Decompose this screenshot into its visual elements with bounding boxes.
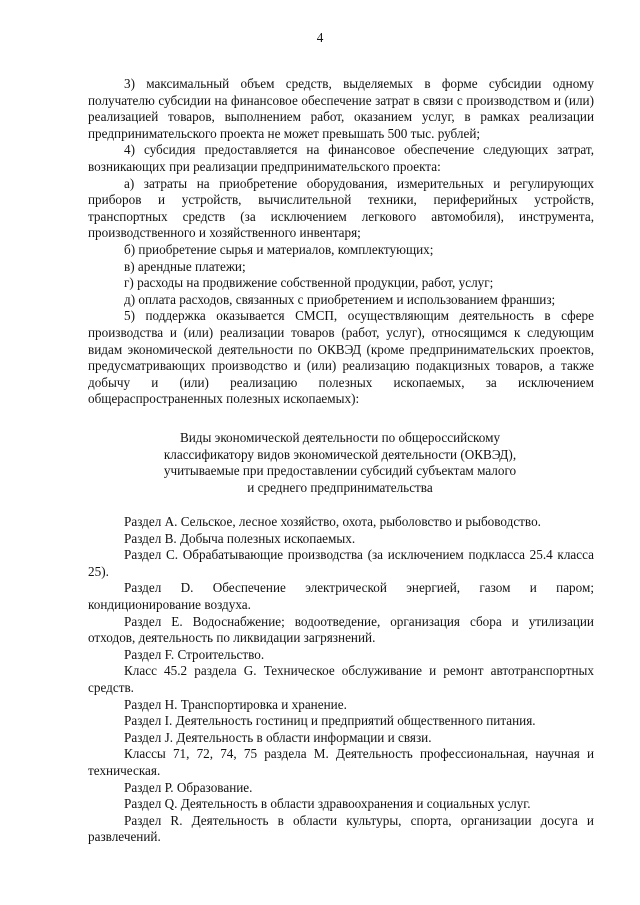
section-item: Раздел D. Обеспечение электрической энергией, газом и паром; кондиционирование воздуха. (88, 580, 594, 612)
section-item: Раздел Q. Деятельность в области здравоохранения и социальных услуг. (124, 796, 531, 812)
caption-line: Виды экономической деятельности по общероссийскому (179, 430, 501, 445)
paragraph-item-a: а) затраты на приобретение оборудования, измерительных и регулирующих приборов и устройств, вычислительной техники, периферийных устройств, транспортных средств (за исключением легкового автомобиля), инструмента, производственного и хозяйственного инвентаря; (88, 175, 594, 241)
paragraph-max-amount: 3) максимальный объем средств, выделяемых в форме субсидии одному получателю субсидии на финансовое обеспечение затрат в связи с производством и (или) реализацией товаров, выполнением работ, оказанием услуг, в рамках реализации предпринимательского проекта не может превышать 500 тыс. рублей; (88, 76, 594, 141)
paragraph-item-g: г) расходы на продвижение собственной продукции, работ, услуг; (124, 275, 494, 291)
paragraph-subsidy-purpose: 4) субсидия предоставляется на финансовое обеспечение следующих затрат, возникающих при реализации предпринимательского проекта: (88, 142, 594, 174)
section-item: Классы 71, 72, 74, 75 раздела М. Деятельность профессиональная, научная и техническая. (88, 746, 594, 778)
caption-line: учитываемые при предоставлении субсидий субъектам малого (163, 463, 517, 479)
section-item: Раздел Р. Образование. (124, 779, 253, 795)
section-item: Раздел F. Строительство. (124, 646, 265, 662)
conditions-list (88, 76, 594, 408)
section-item: Класс 45.2 раздела G. Техническое обслуживание и ремонт автотранспортных средств. (88, 663, 594, 695)
caption-line: и среднего предпринимательства (247, 479, 433, 495)
section-item: Раздел I. Деятельность гостиниц и предприятий общественного питания. (124, 713, 536, 729)
caption-line: классификатору видов экономической деятельности (ОКВЭД), (163, 446, 517, 462)
section-item: Раздел R. Деятельность в области культуры, спорта, организации досуга и развлечений. (88, 812, 594, 845)
section-item: Раздел Е. Водоснабжение; водоотведение, организация сбора и утилизации отходов, деятельность по ликвидации загрязнений. (88, 613, 594, 646)
okved-sections-list (88, 514, 594, 846)
section-item: Раздел А. Сельское, лесное хозяйство, охота, рыболовство и рыбоводство. (124, 514, 541, 529)
paragraph-item-b: б) приобретение сырья и материалов, комплектующих; (124, 241, 434, 257)
section-item: Раздел В. Добыча полезных ископаемых. (124, 530, 356, 546)
paragraph-support-scope: 5) поддержка оказывается СМСП, осуществляющим деятельность в сфере производства и (или) реализации товаров (работ, услуг), относящимся к следующим видам экономической деятельности по ОКВЭД (кроме предпринимательских проектов, предусматривающих производство и (или) реализацию подакцизных товаров, а также добычу и (или) реализацию полезных ископаемых, за исключением общераспространенных полезных ископаемых): (88, 308, 594, 407)
page-number: 4 (316, 30, 324, 45)
paragraph-item-d: д) оплата расходов, связанных с приобретением и использованием франшиз; (124, 291, 556, 307)
section-item: Раздел С. Обрабатывающие производства (за исключением подкласса 25.4 класса 25). (88, 547, 594, 579)
okved-caption (130, 430, 550, 496)
section-item: Раздел J. Деятельность в области информации и связи. (124, 729, 432, 745)
section-item: Раздел Н. Транспортировка и хранение. (124, 696, 347, 712)
paragraph-item-v: в) арендные платежи; (124, 258, 246, 274)
